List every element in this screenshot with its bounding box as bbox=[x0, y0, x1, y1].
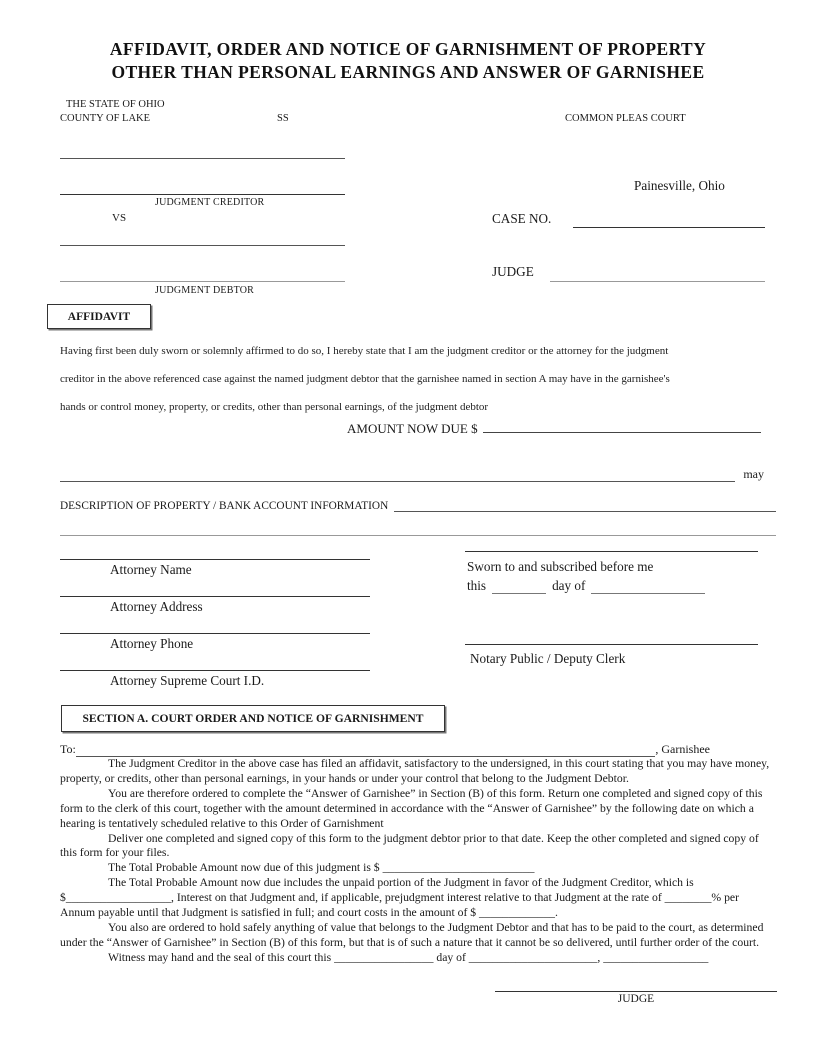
section-a-paragraph-2: You are therefore ordered to complete the “Answer of Garnishee” in Section (B) of this form. Return one completed and signed copy of this form to the clerk of this court, together with the amount determined in accordance with the “Answer of Garnishee” by the following date on which a hearing is tentatively scheduled relative to this Order of Garnishment bbox=[60, 786, 763, 830]
creditor-name-blank-line-2 bbox=[60, 194, 345, 195]
sworn-day-blank bbox=[492, 581, 546, 594]
section-a-body bbox=[60, 757, 776, 966]
sworn-statement-label: Sworn to and subscribed before me bbox=[467, 559, 654, 574]
section-a-paragraph-3: Deliver one completed and signed copy of this form to the judgment debtor prior to that date. Keep the other completed and signed copy of this form for your files. bbox=[60, 831, 759, 860]
document-title bbox=[0, 38, 816, 84]
attorney-phone-blank-line bbox=[60, 633, 370, 634]
attorney-phone-label: Attorney Phone bbox=[110, 636, 194, 651]
title-line-1: AFFIDAVIT, ORDER AND NOTICE OF GARNISHMENT OF PROPERTY bbox=[109, 39, 707, 59]
sworn-this-label: this bbox=[467, 578, 487, 593]
affidavit-section-label: AFFIDAVIT bbox=[67, 310, 131, 323]
attorney-id-blank-line bbox=[60, 670, 370, 671]
debtor-name-blank-line-2 bbox=[60, 281, 345, 282]
judge-blank-line bbox=[550, 281, 765, 282]
garnishee-name-blank-line bbox=[76, 744, 656, 757]
attorney-address-blank-line bbox=[60, 596, 370, 597]
attorney-address-label: Attorney Address bbox=[110, 599, 203, 614]
section-a-paragraph-5: The Total Probable Amount now due includes the unpaid portion of the Judgment in favor of the Judgment Creditor, which is $__________________, Interest on that Judgment and, if applicable, prejudgment interest relative to that Judgment at the rate of ________% per Annum payable until that Judgment is satisfied in full; and court costs in the amount of $ _____________. bbox=[60, 876, 740, 920]
sworn-date-row bbox=[467, 578, 711, 594]
case-no-label: CASE NO. bbox=[492, 211, 552, 226]
to-label: To: bbox=[60, 742, 76, 756]
affidavit-body-line-1: Having first been duly sworn or solemnly affirmed to do so, I hereby state that I am the judgment creditor or the attorney for the judgment bbox=[60, 345, 669, 357]
judge-signature-blank-line bbox=[495, 991, 777, 992]
garnishee-may-row bbox=[60, 467, 764, 482]
amount-blank-line bbox=[483, 419, 761, 433]
garnishee-suffix: , Garnishee bbox=[655, 742, 710, 756]
attorney-id-label: Attorney Supreme Court I.D. bbox=[110, 673, 265, 688]
judgment-debtor-label: JUDGMENT DEBTOR bbox=[155, 285, 255, 296]
judge-label: JUDGE bbox=[492, 264, 534, 279]
title-line-2: OTHER THAN PERSONAL EARNINGS AND ANSWER OF GARNISHEE bbox=[111, 62, 705, 82]
ss-label: SS bbox=[277, 113, 289, 124]
affidavit-body bbox=[60, 337, 750, 421]
attorney-name-label: Attorney Name bbox=[110, 562, 192, 577]
description-label: DESCRIPTION OF PROPERTY / BANK ACCOUNT INFORMATION bbox=[60, 500, 389, 512]
section-a-paragraph-7: Witness may hand and the seal of this court this _________________ day of ______________________, __________________ bbox=[108, 950, 709, 964]
garnishee-blank-line bbox=[60, 469, 735, 482]
affidavit-body-line-3: hands or control money, property, or credits, other than personal earnings, of the judgment debtor bbox=[60, 401, 489, 413]
judge-signature-label: JUDGE bbox=[617, 993, 655, 1005]
section-a-paragraph-1: The Judgment Creditor in the above case has filed an affidavit, satisfactory to the undersigned, in this court stating that you may have money, property, or credits, other than personal earnings, in your hands or under your control that belong to the Judgment Debtor. bbox=[60, 757, 770, 785]
section-a-label: SECTION A. COURT ORDER AND NOTICE OF GARNISHMENT bbox=[82, 712, 424, 725]
judgment-creditor-label: JUDGMENT CREDITOR bbox=[155, 197, 265, 208]
section-a-paragraph-4: The Total Probable Amount now due of this judgment is $ __________________________ bbox=[108, 861, 535, 875]
vs-label: VS bbox=[112, 212, 127, 224]
sworn-blank-line bbox=[465, 551, 758, 552]
sworn-month-blank bbox=[591, 581, 705, 594]
debtor-name-blank-line-1 bbox=[60, 245, 345, 246]
to-garnishee-row bbox=[60, 742, 710, 757]
description-row bbox=[60, 499, 776, 512]
state-label: THE STATE OF OHIO bbox=[66, 99, 165, 110]
sworn-day-of-label: day of bbox=[552, 578, 586, 593]
may-suffix: may bbox=[743, 467, 764, 481]
section-a-box bbox=[61, 705, 445, 732]
attorney-name-blank-line bbox=[60, 559, 370, 560]
affidavit-body-line-2: creditor in the above referenced case against the named judgment debtor that the garnishee named in section A may have in the garnishee's bbox=[60, 373, 670, 385]
affidavit-section-box bbox=[47, 304, 151, 329]
court-name-label: COMMON PLEAS COURT bbox=[565, 113, 686, 124]
description-blank-line-2 bbox=[60, 535, 776, 536]
amount-now-due-row bbox=[347, 419, 761, 437]
section-a-paragraph-6: You also are ordered to hold safely anything of value that belongs to the Judgment Debtor and that has to be paid to the court, as determined under the “Answer of Garnishee” in Section (B) of this form, but that is of such a nature that it cannot be so delivered, until further order of the court. bbox=[60, 920, 764, 949]
city-label: Painesville, Ohio bbox=[634, 178, 725, 193]
creditor-name-blank-line-1 bbox=[60, 158, 345, 159]
county-label: COUNTY OF LAKE bbox=[60, 113, 151, 124]
description-blank-line bbox=[394, 499, 776, 512]
notary-signature-blank-line bbox=[465, 644, 758, 645]
notary-label: Notary Public / Deputy Clerk bbox=[470, 651, 626, 666]
amount-now-due-label: AMOUNT NOW DUE $ bbox=[347, 421, 478, 436]
case-no-blank-line bbox=[573, 227, 765, 228]
